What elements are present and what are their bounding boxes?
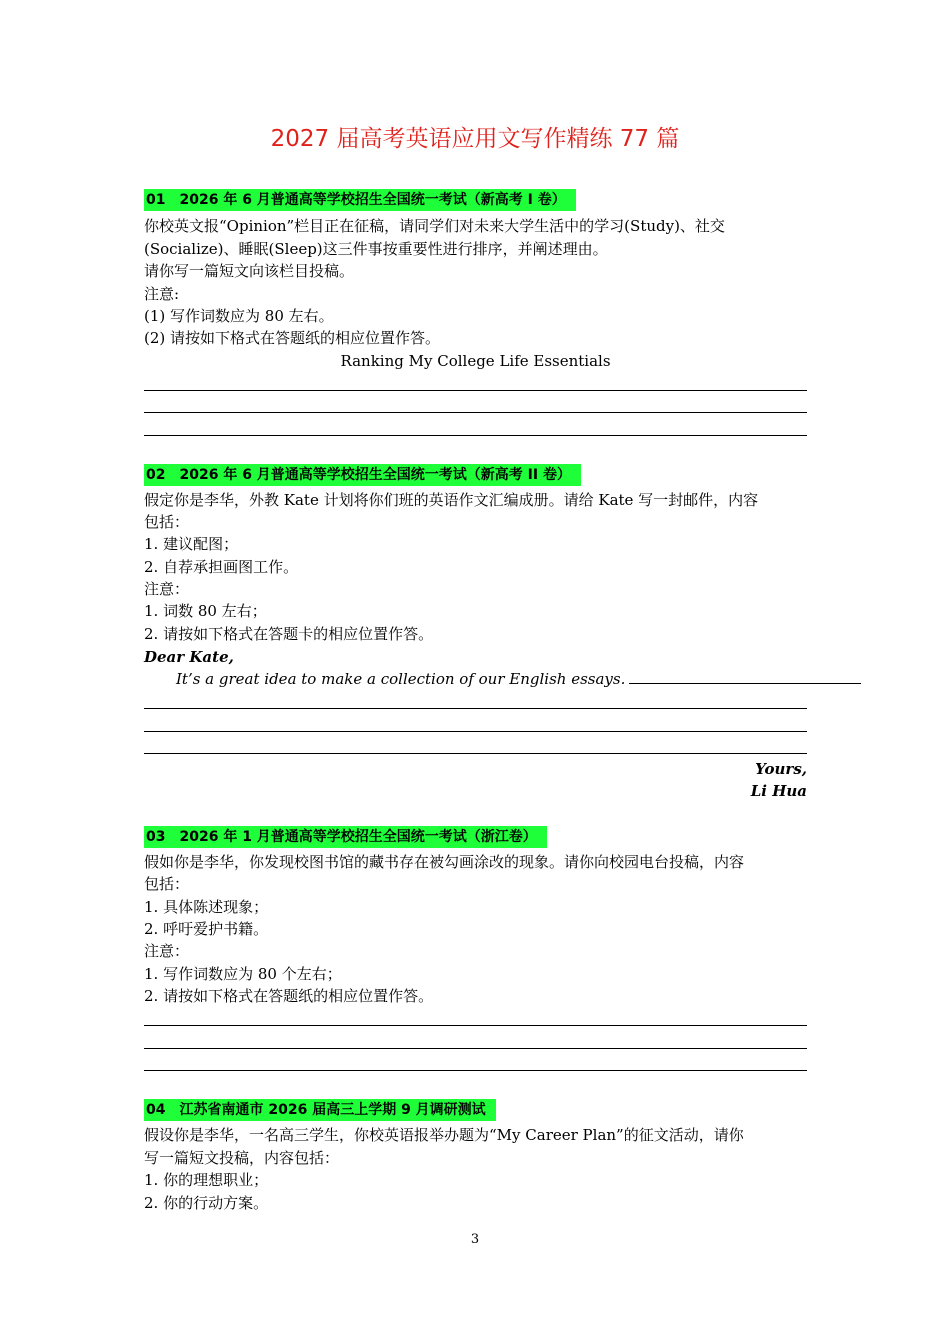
section-01-line: 你校英文报“Opinion”栏目正在征稿，请同学们对未来大学生活中的学习(Study)、社交	[144, 217, 725, 235]
section-heading-01: 01 2026 年 6 月普通高等学校招生全国统一考试（新高考 I 卷）	[144, 189, 576, 211]
page-number: 3	[470, 1232, 480, 1247]
section-03-line: 2. 呼吁爱护书籍。	[144, 920, 269, 938]
letter-opening	[144, 668, 807, 690]
answer-line	[144, 753, 807, 754]
page-title: 2027 届高考英语应用文写作精练 77 篇	[270, 126, 680, 152]
answer-line	[144, 708, 807, 709]
answer-line	[144, 390, 807, 391]
answer-line	[144, 1070, 807, 1071]
section-03-line: 包括：	[144, 875, 190, 893]
section-02-line: 注意：	[144, 580, 190, 598]
section-heading-02: 02 2026 年 6 月普通高等学校招生全国统一考试（新高考 II 卷）	[144, 464, 581, 486]
section-02-line: 包括：	[144, 513, 190, 531]
section-04-line: 1. 你的理想职业；	[144, 1171, 269, 1189]
section-02-line: 假定你是李华，外教 Kate 计划将你们班的英语作文汇编成册。请给 Kate 写一封邮件，内容	[144, 491, 759, 509]
section-02-line: 1. 词数 80 左右；	[144, 602, 267, 620]
letter-salutation: Dear Kate,	[144, 648, 234, 666]
answer-line	[144, 1025, 807, 1026]
essay-title: Ranking My College Life Essentials	[340, 352, 611, 370]
section-04-line: 写一篇短文投稿，内容包括：	[144, 1149, 340, 1167]
section-03-line: 1. 具体陈述现象；	[144, 898, 269, 916]
section-heading-03: 03 2026 年 1 月普通高等学校招生全国统一考试（浙江卷）	[144, 826, 547, 848]
section-01-line: 注意:	[144, 285, 180, 303]
answer-line	[144, 412, 807, 413]
section-01-line: (2) 请按如下格式在答题纸的相应位置作答。	[144, 329, 441, 347]
section-02-line: 2. 自荐承担画图工作。	[144, 558, 299, 576]
section-02-line: 1. 建议配图；	[144, 535, 239, 553]
answer-line	[144, 435, 807, 436]
section-01-line: (1) 写作词数应为 80 左右。	[144, 307, 334, 325]
section-03-line: 注意：	[144, 942, 190, 960]
section-03-line: 1. 写作词数应为 80 个左右；	[144, 965, 342, 983]
section-heading-04: 04 江苏省南通市 2026 届高三上学期 9 月调研测试	[144, 1099, 496, 1121]
letter-opening-text: It’s a great idea to make a collection of our English essays.	[176, 670, 626, 688]
answer-blank	[629, 669, 861, 684]
section-04-line: 2. 你的行动方案。	[144, 1194, 269, 1212]
section-04-line: 假设你是李华，一名高三学生，你校英语报举办题为“My Career Plan”的征文活动，请你	[144, 1126, 744, 1144]
answer-line	[144, 731, 807, 732]
letter-signature: Li Hua	[750, 782, 807, 800]
answer-line	[144, 1048, 807, 1049]
section-03-line: 2. 请按如下格式在答题纸的相应位置作答。	[144, 987, 434, 1005]
section-01-line: (Socialize)、睡眠(Sleep)这三件事按重要性进行排序，并阐述理由。	[144, 240, 608, 258]
letter-closing: Yours,	[755, 760, 807, 778]
section-03-line: 假如你是李华，你发现校图书馆的藏书存在被勾画涂改的现象。请你向校园电台投稿，内容	[144, 853, 745, 871]
section-01-line: 请你写一篇短文向该栏目投稿。	[144, 262, 355, 280]
section-02-line: 2. 请按如下格式在答题卡的相应位置作答。	[144, 625, 434, 643]
